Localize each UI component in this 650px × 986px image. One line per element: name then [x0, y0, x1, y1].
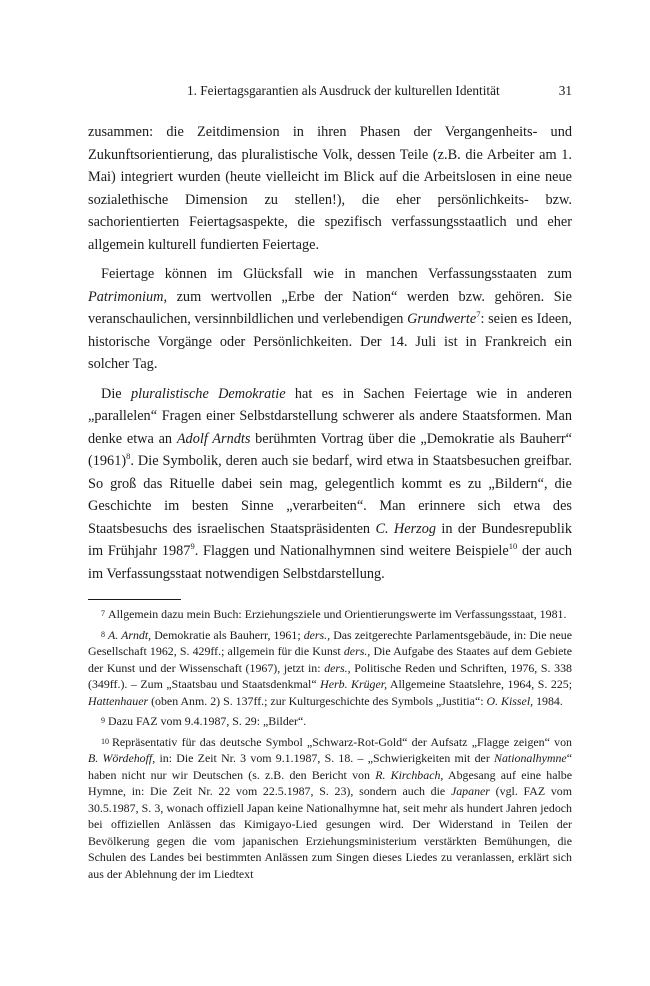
footnote-ref-7[interactable]: 7: [476, 309, 481, 320]
book-page: [88, 82, 572, 882]
paragraph-2-italic-grundwerte: Grundwerte: [407, 311, 477, 327]
footnote-7-text: Allgemein dazu mein Buch: Erziehungsziele und Orientierungswerte im Verfassungsstaat, 1981.: [108, 607, 567, 621]
footnote-10-text-e: (vgl. FAZ vom 30.5.1987, S. 3, wonach offiziell Japan keine Nationalhymne hat, seit mehr als hundert Jahren jedoch bei offiziellen Anlässen das Kimigayo-Lied gesungen wird. Der Widerstand in Teilen der Bevölkerung gegen die vom japanischen Erziehungsministerium verstärkten Bemühungen, die Schulen des Landes bei bestimmten Anlässen zum Singen dieses Liedes zu veranlassen, erklärt sich aus der Ablehnung der im Liedtext: [88, 784, 572, 881]
paragraph-3-italic-arndt: Adolf Arndts: [176, 430, 251, 447]
footnotes: [88, 606, 572, 882]
footnote-8-text-d: Politische Reden und Schriften, 1976, S. 338 (349ff.). – Zum „Staatsbau und Staatsdenkmal“: [88, 660, 572, 691]
footnote-ref-8[interactable]: 8: [126, 451, 131, 462]
footnote-7: [88, 606, 572, 623]
footnote-10-italic-c: R. Kirchbach,: [375, 767, 444, 782]
paragraph-3-text-g: der auch im Verfassungsstaat notwendigen Selbstdarstellung.: [88, 543, 572, 582]
footnote-7-number: 7: [101, 609, 105, 618]
paragraph-2-text-a: Feiertage können im Glücksfall wie in manchen Verfassungsstaaten zum: [101, 266, 572, 282]
paragraph-2-text-b: zum wertvollen „Erbe der Nation“ werden bzw. gehören. Sie veranschaulichen, versinnbildlichen und verlebendigen: [88, 288, 572, 327]
main-text: [88, 121, 572, 585]
paragraph-3-text-a: Die: [101, 385, 131, 402]
paragraph-3: [88, 383, 572, 586]
footnote-8-italic-g: O. Kissel,: [486, 693, 534, 708]
footnote-8-text-e: Allgemeine Staatslehre, 1964, S. 225;: [387, 677, 573, 691]
footnote-9-number: 9: [101, 716, 105, 725]
footnote-8-italic-b: ders.,: [303, 627, 331, 642]
paragraph-3-italic-demokratie: pluralistische Demokratie: [130, 385, 286, 402]
footnote-divider: [88, 599, 181, 600]
footnote-9-text: Dazu FAZ vom 9.4.1987, S. 29: „Bilder“.: [108, 714, 307, 728]
footnote-8-italic-c: ders.,: [343, 644, 371, 658]
footnote-8-text-c: Die Aufgabe des Staates auf dem Gebiete der Kunst und der Wissenschaft (1967), jetzt in:: [88, 644, 572, 675]
footnote-8-text-g: 1984.: [533, 693, 563, 708]
footnote-8-italic-a: A. Arndt,: [108, 627, 152, 642]
footnote-10: [88, 734, 572, 883]
footnote-ref-10[interactable]: 10: [508, 541, 518, 552]
paragraph-1-text: zusammen: die Zeitdimension in ihren Phasen der Vergangenheits- und Zukunftsorientierung, das pluralistische Volk, dessen Teile (z.B. die Arbeiter am 1. Mai) integriert wurden (heute vielleicht im Blick auf die Arbeitslosen in eine neue sozialethische Dimension zu stellen!), die eher persönlichkeits- bzw. sachorientierten Feiertagsaspekte, die spezifisch verfassungsstaatlich und eher allgemein kulturell fundierten Feiertage.: [88, 124, 572, 253]
running-head: [88, 82, 572, 100]
footnote-ref-9[interactable]: 9: [190, 541, 195, 552]
footnote-10-number: 10: [101, 736, 109, 746]
footnote-8-italic-d: ders.,: [324, 660, 351, 675]
paragraph-2-text-c: : seien es Ideen, historische Vorgänge oder Persönlichkeiten. Der 14. Juli ist in Frankreich ein solcher Tag.: [88, 311, 572, 372]
paragraph-3-italic-herzog: C. Herzog: [375, 520, 436, 537]
paragraph-3-text-c: berühmten Vortrag über die „Demokratie als Bauherr“ (1961): [88, 430, 573, 469]
footnote-8-text-f: (oben Anm. 2) S. 137ff.; zur Kulturgeschichte des Symbols „Justitia“:: [148, 693, 487, 708]
paragraph-3-text-e: in der Bundesrepublik im Frühjahr 1987: [88, 520, 572, 559]
footnote-10-text-a: Repräsentativ für das deutsche Symbol „Schwarz-Rot-Gold“ der Aufsatz „Flagge zeigen“ von: [112, 734, 572, 749]
footnote-8: [88, 627, 572, 710]
paragraph-3-text-d: . Die Symbolik, deren auch sie bedarf, wird etwa in Staatsbesuchen greifbar. So groß das Rituelle dabei sein mag, gelegentlich kommt es zu „Bildern“, die Geschichte im besten Sinne „verarbeiten“. Man erinnere sich etwa des Staatsbesuchs des israelischen Staatspräsidenten: [88, 453, 572, 537]
footnote-9: [88, 713, 572, 730]
footnote-8-italic-e: Herb. Krüger,: [320, 677, 388, 691]
paragraph-3-text-b: hat es in Sachen Feiertage wie in anderen „parallelen“ Fragen einer Selbstdarstellung schwerer als andere Staatsformen. Man denke etwa an: [88, 385, 573, 447]
footnote-10-italic-a: B. Wördehoff,: [88, 751, 156, 765]
footnote-8-italic-f: Hattenhauer: [88, 693, 149, 708]
running-head-title: 1. Feiertagsgarantien als Ausdruck der kulturellen Identität: [186, 83, 500, 98]
paragraph-3-text-f: . Flaggen und Nationalhymnen sind weitere Beispiele: [194, 543, 509, 559]
paragraph-1: [88, 121, 572, 256]
paragraph-2-italic-patrimonium: Patrimonium,: [88, 288, 168, 305]
footnote-10-text-c: “ haben nicht nur wir Deutschen (s. z.B. den Bericht von: [88, 751, 572, 782]
footnote-10-italic-b: Nationalhymne: [494, 751, 567, 765]
footnote-10-text-d: Abgesang auf eine halbe Hymne, in: Die Zeit Nr. 22 vom 22.5.1987, S. 23), sondern auch die: [88, 767, 572, 798]
footnote-8-text-b: Das zeitgerechte Parlamentsgebäude, in: Die neue Gesellschaft 1962, S. 429ff.; allgemein für die Kunst: [88, 627, 573, 658]
footnote-8-text-a: Demokratie als Bauherr, 1961;: [151, 627, 304, 642]
page-number: 31: [558, 83, 572, 98]
footnote-10-text-b: in: Die Zeit Nr. 3 vom 9.1.1987, S. 18. – „Schwierigkeiten mit der: [155, 751, 495, 765]
footnote-8-number: 8: [101, 629, 105, 639]
footnote-10-italic-d: Japaner: [450, 784, 490, 798]
paragraph-2: [88, 263, 572, 376]
